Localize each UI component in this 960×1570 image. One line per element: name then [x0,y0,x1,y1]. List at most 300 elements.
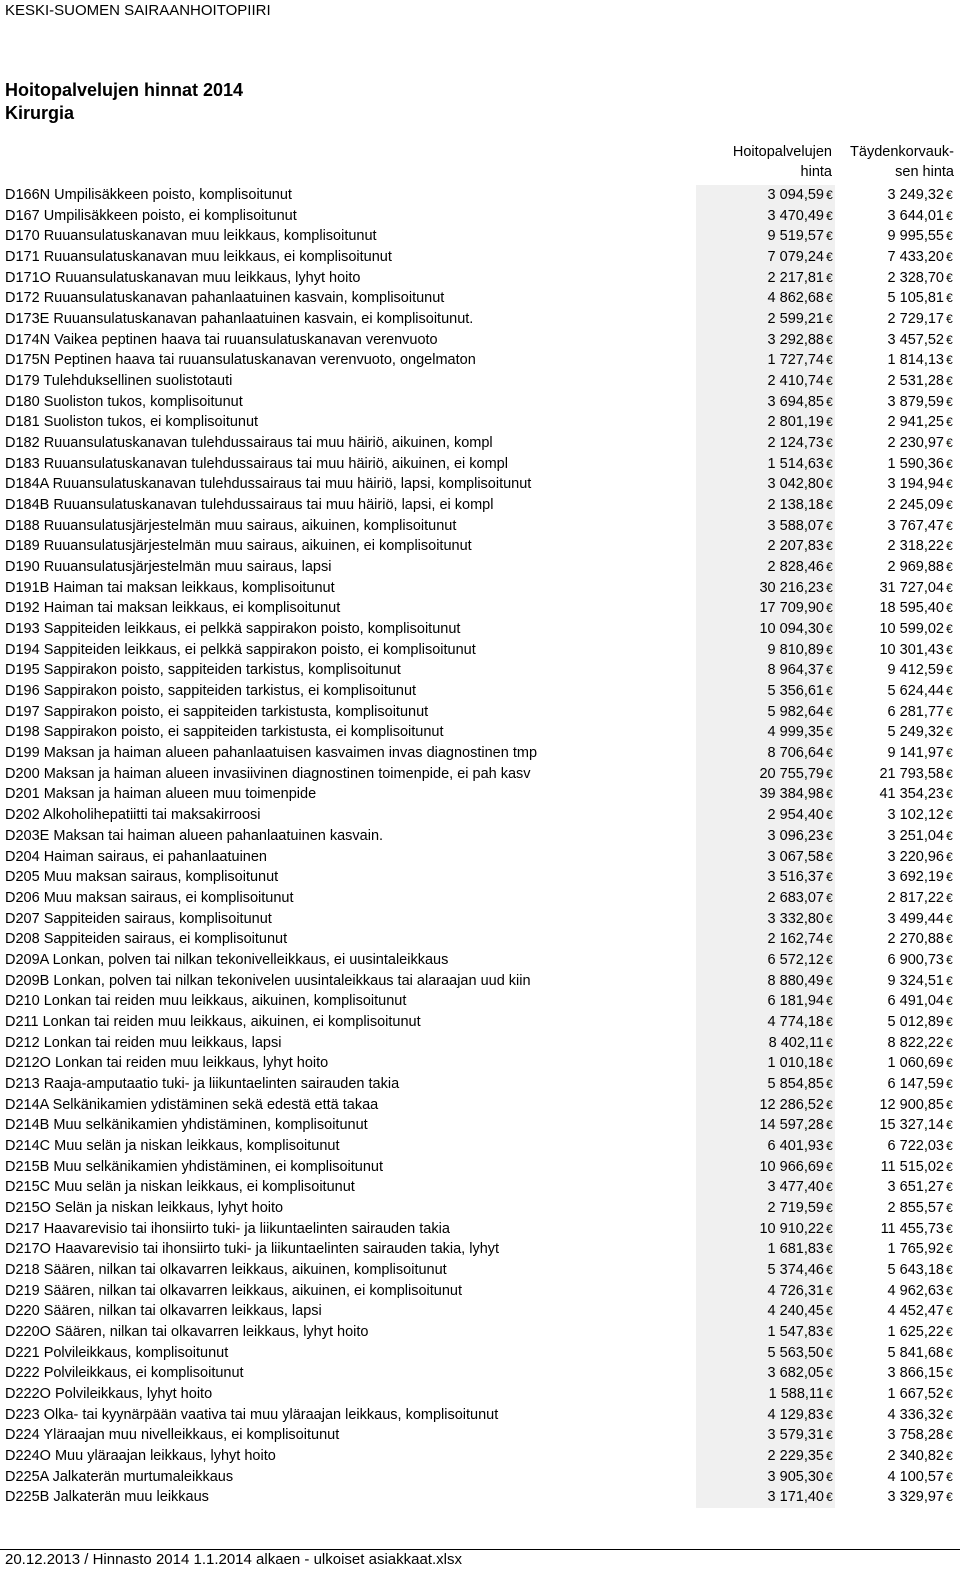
row-description: D210 Lonkan tai reiden muu leikkaus, aikuinen, komplisoitunut [5,993,407,1010]
euro-symbol: € [826,291,833,306]
row-price-value: 5 374,46 [767,1261,824,1278]
row-price-value: 3 067,58 [767,848,824,865]
row-description: D221 Polvileikkaus, komplisoitunut [5,1344,229,1361]
row-supplement-price [838,1324,955,1340]
row-price-value: 3 694,85 [767,393,824,410]
row-supplement-price [838,621,955,637]
euro-symbol: € [946,1386,953,1401]
euro-symbol: € [826,601,833,616]
row-description: D212O Lonkan tai reiden muu leikkaus, lyhyt hoito [5,1055,329,1072]
euro-symbol: € [946,1490,953,1505]
row-supplement-price [838,1159,955,1175]
euro-symbol: € [946,456,953,471]
row-price-value: 39 384,98 [759,786,824,803]
row-price [696,1281,835,1302]
row-supplement-price [838,311,955,327]
row-supplement-price [838,724,955,740]
table-row [0,247,960,268]
euro-symbol: € [946,911,953,926]
row-supplement-value: 4 962,63 [887,1282,944,1299]
row-supplement-value: 3 758,28 [887,1427,944,1444]
euro-symbol: € [826,1262,833,1277]
row-price [696,1446,835,1467]
row-description: D222 Polvileikkaus, ei komplisoitunut [5,1365,244,1382]
table-row [0,847,960,868]
euro-symbol: € [946,952,953,967]
table-row [0,598,960,619]
row-price-value: 3 042,80 [767,476,824,493]
row-supplement-price [838,993,955,1009]
table-row [0,350,960,371]
row-supplement-price [838,1014,955,1030]
row-price [696,1136,835,1157]
table-row [0,433,960,454]
euro-symbol: € [826,932,833,947]
euro-symbol: € [946,1200,953,1215]
euro-symbol: € [826,250,833,265]
column-header-supplement-line2: sen hinta [895,164,954,180]
row-price [696,598,835,619]
row-supplement-price [838,1200,955,1216]
row-price [696,1487,835,1508]
euro-symbol: € [826,849,833,864]
table-row [0,1177,960,1198]
euro-symbol: € [946,973,953,988]
row-description: D214B Muu selkänikamien yhdistäminen, komplisoitunut [5,1117,368,1134]
table-row [0,1384,960,1405]
row-price [696,867,835,888]
row-price [696,1405,835,1426]
row-description: D202 Alkoholihepatiitti tai maksakirroosi [5,807,261,824]
row-description: D222O Polvileikkaus, lyhyt hoito [5,1385,213,1402]
row-description: D167 Umpilisäkkeen poisto, ei komplisoitunut [5,207,297,224]
row-supplement-price [838,1241,955,1257]
row-price [696,1363,835,1384]
table-row [0,578,960,599]
euro-symbol: € [826,312,833,327]
row-price [696,991,835,1012]
table-row [0,950,960,971]
table-row [0,888,960,909]
row-price-value: 5 563,50 [767,1344,824,1361]
row-supplement-value: 3 692,19 [887,869,944,886]
euro-symbol: € [826,1304,833,1319]
row-supplement-value: 5 012,89 [887,1013,944,1030]
row-price [696,206,835,227]
row-supplement-value: 7 433,20 [887,249,944,266]
row-price [696,640,835,661]
row-supplement-price [838,352,955,368]
row-supplement-price [838,1117,955,1133]
row-price [696,1012,835,1033]
row-price [696,1343,835,1364]
row-price [696,1467,835,1488]
row-price [696,909,835,930]
row-description: D184B Ruuansulatuskanavan tulehdussairaus tai muu häiriö, lapsi, ei kompl [5,497,494,514]
euro-symbol: € [946,766,953,781]
row-price-value: 2 162,74 [767,931,824,948]
row-price-value: 2 828,46 [767,559,824,576]
euro-symbol: € [946,622,953,637]
row-description: D206 Muu maksan sairaus, ei komplisoitunut [5,889,294,906]
row-description: D198 Sappirakon poisto, ei sappiteiden tarkistusta, ei komplisoitunut [5,724,444,741]
row-price [696,1301,835,1322]
row-price [696,371,835,392]
table-row [0,1115,960,1136]
row-description: D209A Lonkan, polven tai nilkan tekonivelleikkaus, ei uusintaleikkaus [5,951,449,968]
row-price-value: 1 010,18 [767,1055,824,1072]
euro-symbol: € [946,1014,953,1029]
row-supplement-price [838,600,955,616]
table-row [0,1405,960,1426]
row-supplement-value: 3 499,44 [887,910,944,927]
document-subtitle: Kirurgia [5,103,75,123]
row-price [696,1425,835,1446]
row-price-value: 1 727,74 [767,352,824,369]
row-supplement-value: 10 301,43 [879,641,944,658]
table-row [0,991,960,1012]
euro-symbol: € [826,1035,833,1050]
row-price [696,764,835,785]
row-price [696,557,835,578]
row-description: D175N Peptinen haava tai ruuansulatuskanavan verenvuoto, ongelmaton [5,352,476,369]
row-supplement-value: 9 412,59 [887,662,944,679]
euro-symbol: € [826,890,833,905]
row-supplement-price [838,1221,955,1237]
table-row [0,516,960,537]
row-price-value: 4 999,35 [767,724,824,741]
row-supplement-price [838,518,955,534]
row-price-value: 3 588,07 [767,517,824,534]
row-description: D182 Ruuansulatuskanavan tulehdussairaus tai muu häiriö, aikuinen, kompl [5,435,493,452]
euro-symbol: € [826,663,833,678]
footer-divider [0,1549,960,1550]
row-supplement-value: 3 866,15 [887,1365,944,1382]
euro-symbol: € [826,353,833,368]
table-row [0,1281,960,1302]
document-title: Hoitopalvelujen hinnat 2014 [5,80,244,100]
row-supplement-value: 1 625,22 [887,1323,944,1340]
row-price-value: 1 588,11 [768,1385,824,1402]
row-supplement-value: 12 900,85 [879,1096,944,1113]
row-supplement-price [838,1365,955,1381]
table-row [0,764,960,785]
table-row [0,971,960,992]
euro-symbol: € [946,746,953,761]
euro-symbol: € [826,725,833,740]
euro-symbol: € [826,1221,833,1236]
row-price [696,784,835,805]
row-description: D215B Muu selkänikamien yhdistäminen, ei komplisoitunut [5,1158,383,1175]
row-supplement-value: 2 340,82 [887,1447,944,1464]
row-supplement-value: 5 105,81 [887,290,944,307]
row-price-value: 3 516,37 [767,869,824,886]
euro-symbol: € [946,188,953,202]
row-supplement-value: 1 060,69 [887,1055,944,1072]
euro-symbol: € [826,870,833,885]
row-price [696,929,835,950]
row-supplement-price [838,931,955,947]
euro-symbol: € [946,229,953,244]
row-price [696,536,835,557]
euro-symbol: € [826,684,833,699]
table-row [0,784,960,805]
euro-symbol: € [826,1056,833,1071]
table-row [0,185,960,206]
row-price-value: 4 862,68 [767,290,824,307]
row-supplement-value: 2 941,25 [887,414,944,431]
row-supplement-value: 2 855,57 [887,1199,944,1216]
row-price-value: 8 964,37 [767,662,824,679]
row-price [696,660,835,681]
row-description: D174N Vaikea peptinen haava tai ruuansulatuskanavan verenvuoto [5,331,438,348]
row-description: D180 Suoliston tukos, komplisoitunut [5,393,243,410]
row-description: D183 Ruuansulatuskanavan tulehdussairaus tai muu häiriö, aikuinen, ei kompl [5,455,508,472]
row-price [696,226,835,247]
row-price-value: 2 410,74 [767,373,824,390]
table-row [0,1425,960,1446]
euro-symbol: € [946,498,953,513]
euro-symbol: € [946,1448,953,1463]
row-price [696,1384,835,1405]
row-supplement-price [838,559,955,575]
euro-symbol: € [946,1180,953,1195]
table-row [0,454,960,475]
euro-symbol: € [826,704,833,719]
euro-symbol: € [946,518,953,533]
euro-symbol: € [946,250,953,265]
table-row [0,929,960,950]
column-header-price [702,142,832,182]
table-row [0,309,960,330]
euro-symbol: € [826,477,833,492]
row-price [696,805,835,826]
row-description: D214A Selkänikamien ydistäminen sekä edestä että takaa [5,1096,379,1113]
euro-symbol: € [826,498,833,513]
row-description: D224O Muu yläraajan leikkaus, lyhyt hoito [5,1447,276,1464]
table-row [0,371,960,392]
euro-symbol: € [946,684,953,699]
table-row [0,867,960,888]
row-description: D225A Jalkaterän murtumaleikkaus [5,1468,234,1485]
row-price-value: 3 332,80 [767,910,824,927]
row-price-value: 3 470,49 [767,207,824,224]
row-price [696,1053,835,1074]
euro-symbol: € [826,208,833,223]
row-supplement-value: 2 230,97 [887,435,944,452]
row-description: D214C Muu selän ja niskan leikkaus, komplisoitunut [5,1137,340,1154]
row-price [696,1219,835,1240]
row-supplement-price [838,270,955,286]
row-supplement-price [838,394,955,410]
column-header-supplement-line1: Täydenkorvauk- [850,144,954,160]
euro-symbol: € [946,580,953,595]
euro-symbol: € [826,622,833,637]
row-price-value: 1 681,83 [767,1241,824,1258]
euro-symbol: € [946,312,953,327]
table-row [0,1467,960,1488]
row-price [696,826,835,847]
row-supplement-price [838,766,955,782]
table-row [0,1239,960,1260]
row-supplement-price [838,911,955,927]
row-supplement-value: 10 599,02 [879,621,944,638]
row-supplement-value: 1 814,13 [887,352,944,369]
row-supplement-value: 5 249,32 [887,724,944,741]
euro-symbol: € [946,663,953,678]
table-row [0,268,960,289]
euro-symbol: € [946,539,953,554]
row-price [696,722,835,743]
row-description: D184A Ruuansulatuskanavan tulehdussairaus tai muu häiriö, lapsi, komplisoitunut [5,476,532,493]
table-row [0,805,960,826]
row-supplement-price [838,1097,955,1113]
euro-symbol: € [946,870,953,885]
row-price [696,950,835,971]
table-row [0,474,960,495]
row-supplement-price [838,435,955,451]
euro-symbol: € [826,580,833,595]
table-row [0,1095,960,1116]
row-price-value: 10 910,22 [759,1220,824,1237]
euro-symbol: € [826,229,833,244]
row-supplement-price [838,249,955,265]
row-supplement-price [838,683,955,699]
row-price [696,309,835,330]
row-supplement-value: 2 328,70 [887,269,944,286]
euro-symbol: € [946,1324,953,1339]
row-supplement-price [838,849,955,865]
row-supplement-price [838,1138,955,1154]
column-header-price-line2: hinta [800,164,832,180]
euro-symbol: € [946,1469,953,1484]
row-price-value: 5 982,64 [767,703,824,720]
row-description: D171O Ruuansulatuskanavan muu leikkaus, lyhyt hoito [5,269,361,286]
euro-symbol: € [826,911,833,926]
row-description: D201 Maksan ja haiman alueen muu toimenpide [5,786,317,803]
euro-symbol: € [946,291,953,306]
row-supplement-value: 5 624,44 [887,683,944,700]
euro-symbol: € [946,890,953,905]
row-supplement-price [838,786,955,802]
row-supplement-price [838,187,955,203]
row-supplement-price [838,1035,955,1051]
row-description: D166N Umpilisäkkeen poisto, komplisoitunut [5,187,292,203]
row-supplement-value: 1 667,52 [887,1385,944,1402]
euro-symbol: € [826,188,833,202]
row-supplement-value: 2 318,22 [887,538,944,555]
row-supplement-price [838,414,955,430]
row-description: D212 Lonkan tai reiden muu leikkaus, lapsi [5,1034,282,1051]
table-row [0,557,960,578]
row-supplement-value: 3 220,96 [887,848,944,865]
euro-symbol: € [826,746,833,761]
row-price [696,330,835,351]
euro-symbol: € [826,456,833,471]
euro-symbol: € [826,332,833,347]
euro-symbol: € [826,1366,833,1381]
row-supplement-value: 2 245,09 [887,497,944,514]
row-supplement-value: 18 595,40 [879,600,944,617]
row-price [696,1157,835,1178]
row-supplement-price [838,1076,955,1092]
row-price-value: 9 810,89 [767,641,824,658]
euro-symbol: € [946,787,953,802]
row-description: D217O Haavarevisio tai ihonsiirto tuki- ja liikuntaelinten sairauden takia, lyhyt [5,1241,500,1258]
row-supplement-price [838,1407,955,1423]
row-price [696,619,835,640]
row-supplement-value: 4 336,32 [887,1406,944,1423]
row-price-value: 6 572,12 [767,951,824,968]
table-row [0,226,960,247]
row-description: D194 Sappiteiden leikkaus, ei pelkkä sappirakon poisto, ei komplisoitunut [5,641,476,658]
row-description: D207 Sappiteiden sairaus, komplisoitunut [5,910,272,927]
row-description: D199 Maksan ja haiman alueen pahanlaatuisen kasvaimen invas diagnostinen tmp [5,745,538,762]
table-row [0,392,960,413]
table-row [0,660,960,681]
euro-symbol: € [826,994,833,1009]
row-description: D200 Maksan ja haiman alueen invasiivinen diagnostinen toimenpide, ei pah kasv [5,765,531,782]
row-supplement-price [838,890,955,906]
euro-symbol: € [826,1014,833,1029]
euro-symbol: € [826,1242,833,1257]
row-description: D203E Maksan tai haiman alueen pahanlaatuinen kasvain. [5,827,384,844]
row-price-value: 10 966,69 [759,1158,824,1175]
row-price-value: 2 138,18 [767,497,824,514]
row-supplement-value: 3 329,97 [887,1489,944,1506]
euro-symbol: € [826,766,833,781]
euro-symbol: € [826,642,833,657]
row-price [696,350,835,371]
price-table [0,185,960,1508]
table-row [0,412,960,433]
table-row [0,1219,960,1240]
row-description: D196 Sappirakon poisto, sappiteiden tarkistus, ei komplisoitunut [5,683,417,700]
row-price-value: 2 599,21 [767,311,824,328]
table-row [0,826,960,847]
row-price [696,454,835,475]
table-row [0,640,960,661]
euro-symbol: € [826,1283,833,1298]
row-description: D225B Jalkaterän muu leikkaus [5,1489,209,1506]
organization-name: KESKI-SUOMEN SAIRAANHOITOPIIRI [5,2,271,19]
row-price-value: 5 356,61 [767,683,824,700]
euro-symbol: € [946,1138,953,1153]
euro-symbol: € [826,560,833,575]
table-row [0,1157,960,1178]
euro-symbol: € [826,828,833,843]
row-supplement-price [838,1386,955,1402]
row-price-value: 2 207,83 [767,538,824,555]
row-supplement-price [838,807,955,823]
row-description: D211 Lonkan tai reiden muu leikkaus, aikuinen, ei komplisoitunut [5,1013,421,1030]
row-price [696,1095,835,1116]
euro-symbol: € [946,1407,953,1422]
row-supplement-value: 9 141,97 [887,745,944,762]
table-row [0,1033,960,1054]
euro-symbol: € [826,1490,833,1505]
euro-symbol: € [826,415,833,430]
euro-symbol: € [946,704,953,719]
row-description: D224 Yläraajan muu nivelleikkaus, ei komplisoitunut [5,1427,340,1444]
row-price-value: 3 579,31 [767,1427,824,1444]
row-supplement-value: 2 270,88 [887,931,944,948]
table-row [0,1322,960,1343]
euro-symbol: € [946,994,953,1009]
row-price [696,1260,835,1281]
euro-symbol: € [826,1138,833,1153]
euro-symbol: € [826,1345,833,1360]
